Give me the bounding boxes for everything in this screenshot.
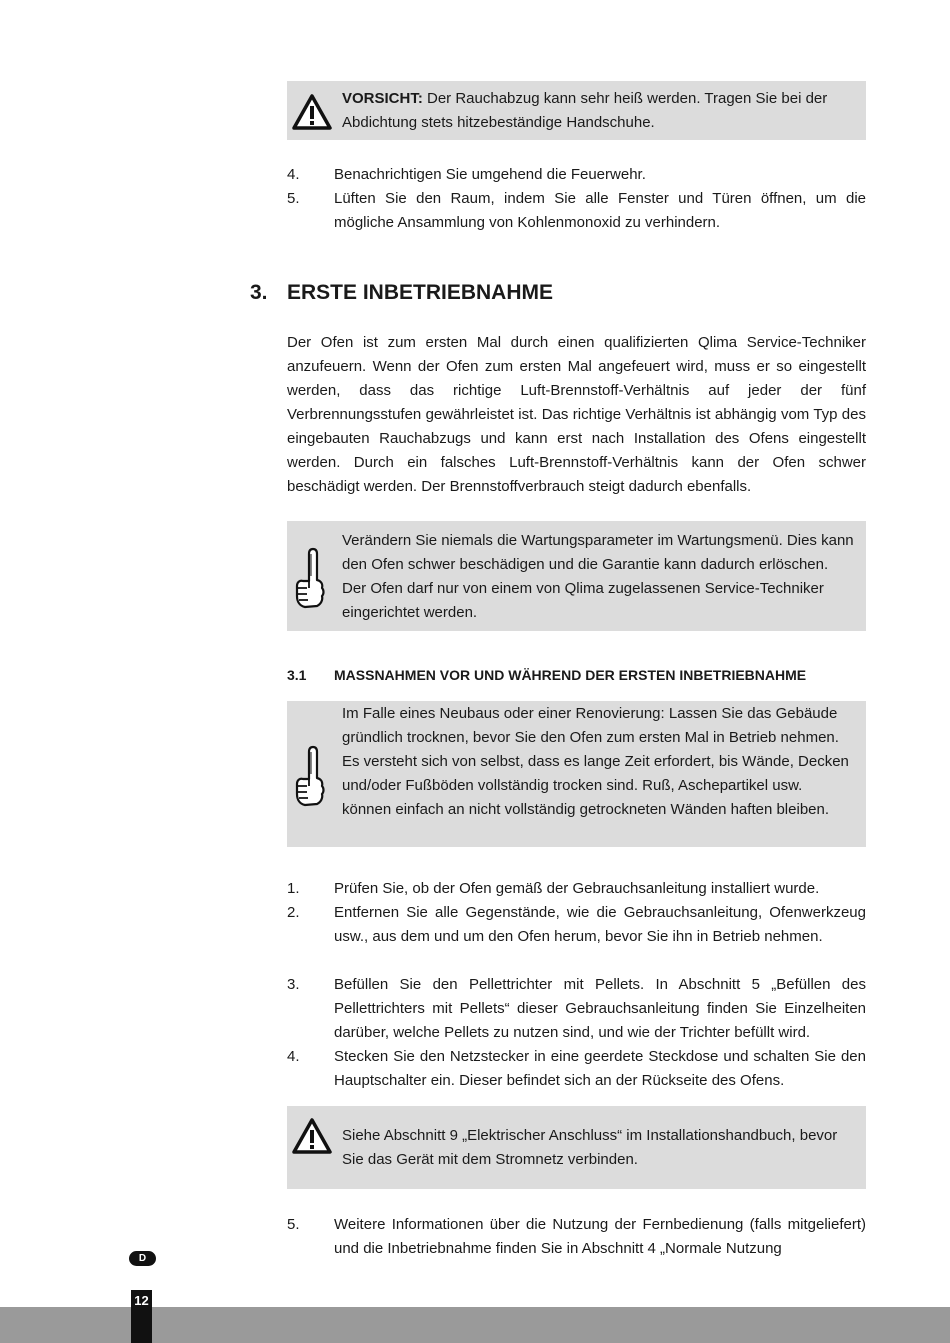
note-box (287, 521, 866, 631)
warning-text: Siehe Abschnitt 9 „Elektrischer Anschluss“ im Installationshandbuch, bevor Sie das Gerät mit dem Stromnetz verbinden. (342, 1127, 838, 1168)
step-number: 3. (287, 976, 300, 993)
page-number: 12 (134, 1293, 149, 1308)
caution-box (287, 81, 866, 140)
warning-triangle-icon (291, 93, 333, 131)
step-number: 4. (287, 1048, 300, 1065)
step-text: Weitere Informationen über die Nutzung der Fernbedienung (falls mitgeliefert) und die Inbetriebnahme finden Sie in Abschnitt 4 „Normale Nutzung (334, 1216, 866, 1257)
caution-text (342, 87, 854, 135)
warning-triangle-icon (291, 1117, 333, 1155)
list-item-number: 5. (287, 190, 300, 207)
subsection-number: 3.1 (287, 667, 307, 683)
section-title: ERSTE INBETRIEBNAHME (287, 281, 554, 304)
note-text: Verändern Sie niemals die Wartungsparameter im Wartungsmenü. Dies kann den Ofen schwer beschädigen und die Garantie kann dadurch erlöschen. Der Ofen darf nur von einem von Qlima zugelassenen Service-Techniker eingerichtet werden. (342, 532, 854, 621)
step-number: 2. (287, 904, 300, 921)
pointing-hand-icon (293, 546, 327, 610)
warning-box (287, 1106, 866, 1189)
note-text: Im Falle eines Neubaus oder einer Renovierung: Lassen Sie das Gebäude gründlich trocknen, bevor Sie den Ofen zum ersten Mal in Betrieb nehmen. Es versteht sich von selbst, dass es lange Zeit erfordert, bis Wände, Decken und/oder Fußböden vollständig trocken sind. Ruß, Aschepartikel usw. können einfach an nicht vollständig getrockneten Wänden haften bleiben. (342, 705, 849, 818)
language-badge: D (129, 1251, 156, 1266)
list-item-number: 4. (287, 166, 300, 183)
caution-body: Der Rauchabzug kann sehr heiß werden. Tragen Sie bei der Abdichtung stets hitzebeständige Handschuhe. (342, 90, 828, 131)
step-text: Stecken Sie den Netzstecker in eine geerdete Steckdose und schalten Sie den Hauptschalter ein. Dieser befindet sich an der Rückseite des Ofens. (334, 1048, 866, 1089)
note-box (287, 701, 866, 847)
section-number: 3. (250, 281, 268, 304)
step-text: Befüllen Sie den Pellettrichter mit Pellets. In Abschnitt 5 „Befüllen des Pellettrichters mit Pellets“ dieser Gebrauchsanleitung finden Sie Einzelheiten darüber, welche Pellets zu nutzen sind, und wie der Trichter befüllt wird. (334, 976, 866, 1041)
step-text: Prüfen Sie, ob der Ofen gemäß der Gebrauchsanleitung installiert wurde. (334, 880, 820, 897)
step-number: 1. (287, 880, 300, 897)
section-intro: Der Ofen ist zum ersten Mal durch einen qualifizierten Qlima Service-Techniker anzufeuern. Wenn der Ofen zum ersten Mal angefeuert wird, muss er so eingestellt werden, dass das richtige Luft-Brennstoff-Verhältnis auf jeder der fünf Verbrennungsstufen gewährleistet ist. Das richtige Verhältnis ist abhängig vom Typ des eingebauten Rauchabzugs und kann erst nach Installation des Ofens eingestellt werden. Durch ein falsches Luft-Brennstoff-Verhältnis kann der Ofen schwer beschädigt werden. Der Brennstoffverbrauch steigt dadurch ebenfalls. (287, 334, 866, 495)
subsection-title: MASSNAHMEN VOR UND WÄHREND DER ERSTEN INBETRIEBNAHME (334, 667, 807, 683)
list-item-text: Lüften Sie den Raum, indem Sie alle Fenster und Türen öffnen, um die mögliche Ansammlung von Kohlenmonoxid zu verhindern. (334, 190, 866, 231)
caution-label: VORSICHT: (342, 90, 423, 107)
step-text: Entfernen Sie alle Gegenstände, wie die Gebrauchsanleitung, Ofenwerkzeug usw., aus dem und um den Ofen herum, bevor Sie ihn in Betrieb nehmen. (334, 904, 866, 945)
pointing-hand-icon (293, 744, 327, 808)
list-item-text: Benachrichtigen Sie umgehend die Feuerwehr. (334, 166, 646, 183)
step-number: 5. (287, 1216, 300, 1233)
